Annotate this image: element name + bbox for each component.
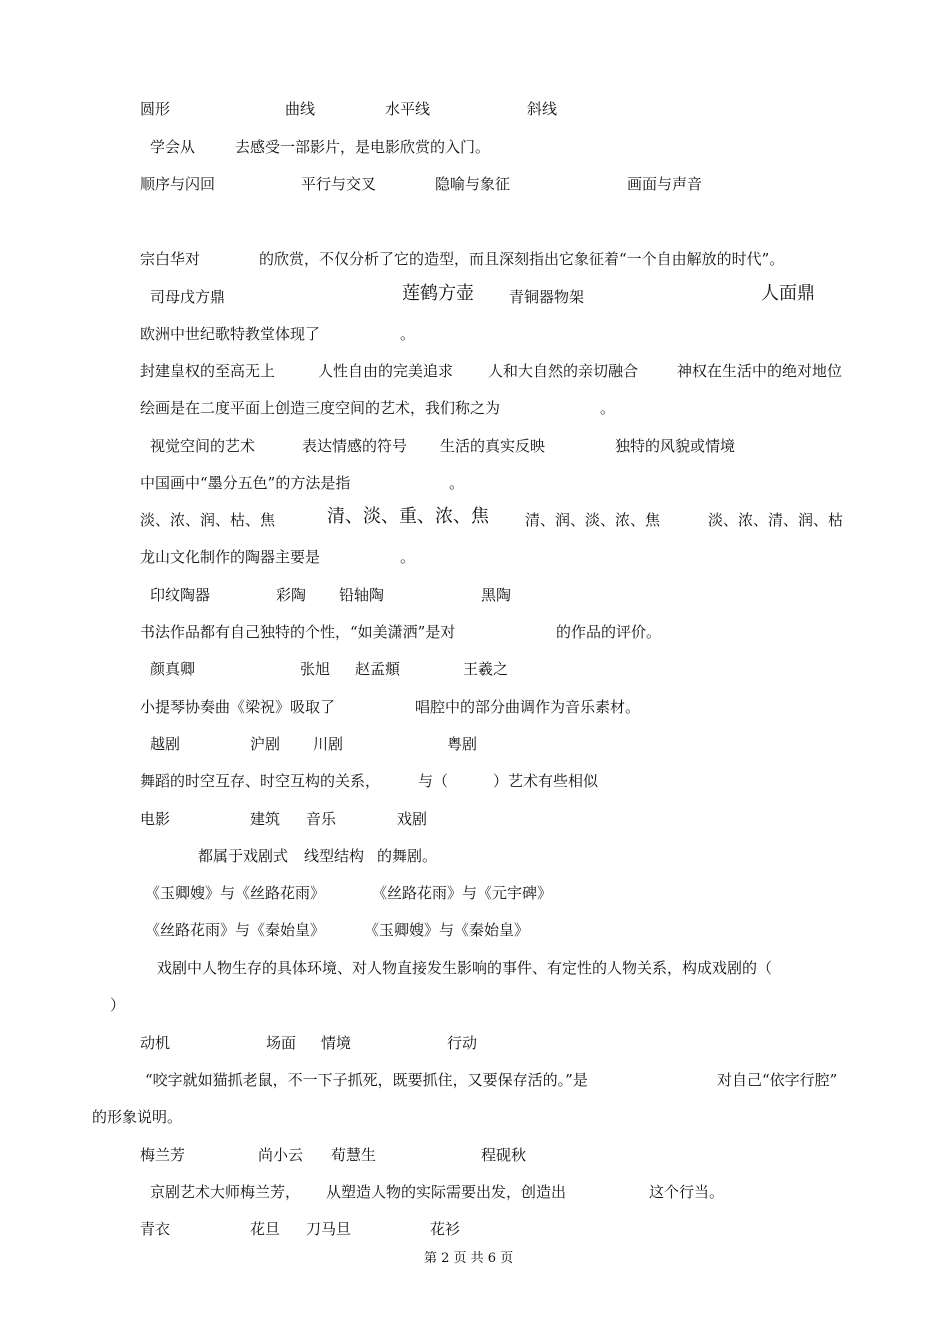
- text-segment: 戏剧: [397, 810, 428, 828]
- text-segment: ）: [110, 996, 126, 1014]
- text-segment: 。: [400, 325, 416, 343]
- text-segment: 水平线: [385, 100, 431, 118]
- text-line: [0, 696, 950, 726]
- text-segment: 。: [600, 399, 616, 417]
- text-segment: 越剧: [150, 735, 181, 753]
- text-segment: 《丝路花雨》与《元宇碑》: [372, 884, 553, 902]
- text-segment: 刀马旦: [306, 1220, 352, 1238]
- text-segment: 动机: [140, 1034, 171, 1052]
- text-segment: 京剧艺术大师梅兰芳，: [150, 1183, 301, 1201]
- text-segment: 花衫: [430, 1220, 461, 1238]
- text-segment: 的形象说明。: [92, 1108, 183, 1126]
- text-segment: 淡、浓、润、枯、焦: [140, 511, 276, 529]
- text-segment: 场面: [266, 1034, 297, 1052]
- page-number: 第 2 页 共 6 页: [424, 1251, 514, 1266]
- text-line: [0, 397, 950, 427]
- text-segment: 独特的风貌或情境: [615, 437, 736, 455]
- text-line: [0, 546, 950, 576]
- text-segment: 线型结构: [304, 847, 365, 865]
- text-segment: 学会从: [150, 138, 196, 156]
- text-segment: 梅兰芳: [140, 1146, 186, 1164]
- text-segment: 都属于戏剧式: [198, 847, 289, 865]
- text-segment: 欧洲中世纪歌特教堂体现了: [140, 325, 321, 343]
- text-segment: 印纹陶器: [150, 586, 211, 604]
- text-line: [0, 1032, 950, 1062]
- text-segment: 顺序与闪回: [140, 175, 216, 193]
- page-footer: [0, 1248, 950, 1278]
- text-line: [0, 506, 950, 539]
- text-segment: 王羲之: [463, 660, 509, 678]
- text-segment: 书法作品都有自己独特的个性，“如美潇洒”是对: [140, 623, 456, 641]
- text-segment: 画面与声音: [627, 175, 703, 193]
- text-segment: 宗白华对: [140, 250, 201, 268]
- text-segment: 沪剧: [250, 735, 281, 753]
- text-segment: 情境: [321, 1034, 352, 1052]
- text-line: [0, 1069, 950, 1099]
- text-segment: 封建皇权的至高无上: [140, 362, 276, 380]
- text-line: [0, 957, 950, 987]
- text-segment: 曲线: [285, 100, 316, 118]
- text-segment: 音乐: [306, 810, 337, 828]
- text-segment: 行动: [447, 1034, 478, 1052]
- text-segment: “咬字就如猫抓老鼠，不一下子抓死，既要抓住，又要保存活的。”是: [145, 1071, 588, 1089]
- text-segment: 铅轴陶: [339, 586, 385, 604]
- text-line: [0, 173, 950, 203]
- text-segment: 视觉空间的艺术: [150, 437, 256, 455]
- text-segment: 平行与交叉: [301, 175, 377, 193]
- text-line: [0, 323, 950, 353]
- text-line: [0, 1106, 950, 1136]
- text-line: [0, 283, 950, 316]
- text-segment: 小提琴协奏曲《梁祝》吸取了: [140, 698, 336, 716]
- text-line: [0, 435, 950, 465]
- text-segment: 青铜器物架: [509, 288, 585, 306]
- text-segment: 的欣赏，不仅分析了它的造型，而且深刻指出它象征着“一个自由解放的时代”。: [259, 250, 785, 268]
- text-segment: 张旭: [300, 660, 331, 678]
- text-segment: 花旦: [250, 1220, 281, 1238]
- text-segment: 电影: [140, 810, 171, 828]
- text-line: [0, 621, 950, 651]
- text-segment: 去感受一部影片，是电影欣赏的入门。: [235, 138, 491, 156]
- text-segment: 粤剧: [447, 735, 478, 753]
- text-segment: 的作品的评价。: [556, 623, 662, 641]
- text-segment: 斜线: [527, 100, 558, 118]
- text-segment: 唱腔中的部分曲调作为音乐素材。: [415, 698, 641, 716]
- text-segment: 人性自由的完美追求: [318, 362, 454, 380]
- text-segment: 清、淡、重、浓、焦: [327, 506, 489, 527]
- text-segment: 程砚秋: [481, 1146, 527, 1164]
- text-segment: 从塑造人物的实际需要出发，创造出: [326, 1183, 567, 1201]
- text-line: [0, 770, 950, 800]
- text-line: [0, 1181, 950, 1211]
- text-segment: 。: [449, 474, 465, 492]
- text-segment: 中国画中“墨分五色”的方法是指: [140, 474, 351, 492]
- text-segment: 尚小云: [258, 1146, 304, 1164]
- text-line: [0, 658, 950, 688]
- text-line: [0, 248, 950, 278]
- text-line: [0, 584, 950, 614]
- text-segment: 对自己“依字行腔”: [717, 1071, 838, 1089]
- text-line: [0, 882, 950, 912]
- text-segment: 绘画是在二度平面上创造三度空间的艺术，我们称之为: [140, 399, 501, 417]
- text-segment: 人和大自然的亲切融合: [488, 362, 639, 380]
- text-line: [0, 733, 950, 763]
- text-segment: 神权在生活中的绝对地位: [677, 362, 843, 380]
- text-segment: 。: [400, 548, 416, 566]
- text-line: [0, 1144, 950, 1174]
- text-line: [0, 1218, 950, 1248]
- text-segment: 这个行当。: [649, 1183, 725, 1201]
- text-segment: 戏剧中人物生存的具体环境、对人物直接发生影响的事件、有定性的人物关系，构成戏剧的（: [157, 959, 773, 977]
- text-segment: 川剧: [313, 735, 344, 753]
- text-segment: 人面鼎: [761, 283, 815, 304]
- text-line: [0, 98, 950, 128]
- text-segment: 表达情感的符号: [302, 437, 408, 455]
- text-segment: 淡、浓、清、润、枯: [708, 511, 844, 529]
- text-segment: 青衣: [140, 1220, 171, 1238]
- text-segment: 荀慧生: [331, 1146, 377, 1164]
- text-segment: ）艺术有些相似: [493, 772, 599, 790]
- text-line: [0, 808, 950, 838]
- text-segment: 颜真卿: [150, 660, 196, 678]
- text-line: [0, 994, 950, 1024]
- text-segment: 圆形: [140, 100, 171, 118]
- text-segment: 舞蹈的时空互存、时空互构的关系，: [140, 772, 381, 790]
- text-segment: 黑陶: [481, 586, 512, 604]
- text-line: [0, 919, 950, 949]
- text-segment: 生活的真实反映: [440, 437, 546, 455]
- text-segment: 龙山文化制作的陶器主要是: [140, 548, 321, 566]
- text-segment: 《丝路花雨》与《秦始皇》: [145, 921, 326, 939]
- text-segment: 莲鹤方壶: [402, 283, 474, 304]
- text-line: [0, 472, 950, 502]
- text-segment: 清、润、淡、浓、焦: [525, 511, 661, 529]
- text-segment: 的舞剧。: [377, 847, 438, 865]
- text-line: [0, 136, 950, 166]
- text-line: [0, 845, 950, 875]
- text-segment: 隐喻与象征: [435, 175, 511, 193]
- text-segment: 彩陶: [276, 586, 307, 604]
- text-segment: 建筑: [250, 810, 281, 828]
- text-segment: 《玉卿嫂》与《丝路花雨》: [145, 884, 326, 902]
- text-line: [0, 360, 950, 390]
- text-segment: 与（: [418, 772, 449, 790]
- text-segment: 司母戊方鼎: [150, 288, 226, 306]
- text-segment: 赵孟頫: [355, 660, 401, 678]
- text-segment: 《玉卿嫂》与《秦始皇》: [364, 921, 530, 939]
